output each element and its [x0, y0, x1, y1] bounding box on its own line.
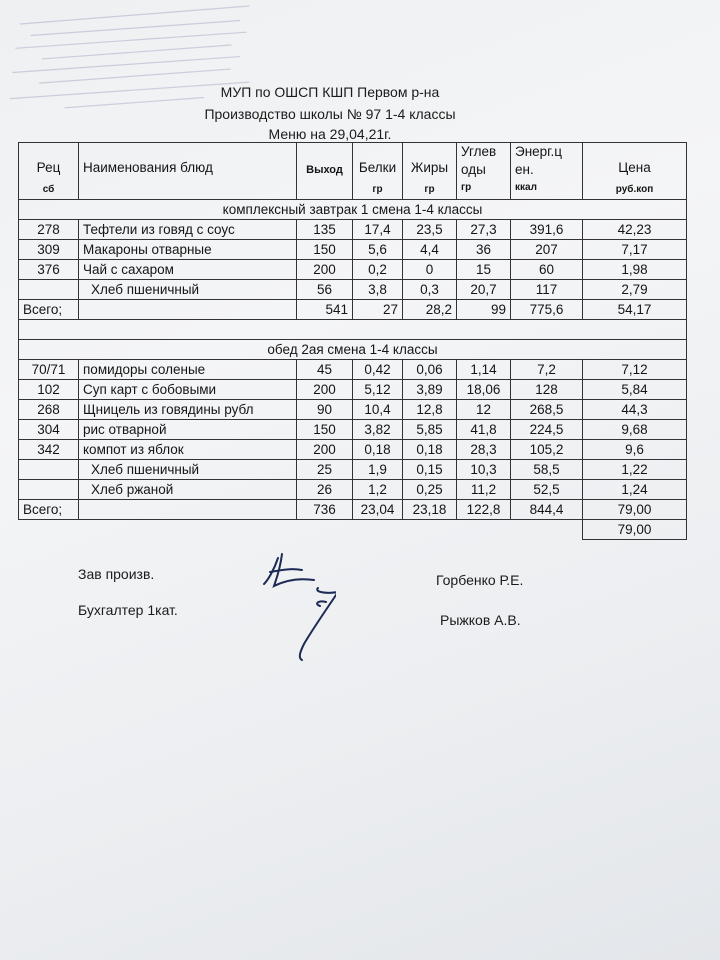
cell-price: 7,17 [583, 240, 687, 260]
cell-yield: 25 [297, 460, 353, 480]
cell-price: 2,79 [583, 280, 687, 300]
cell-yield: 150 [297, 420, 353, 440]
cell-name: рис отварной [79, 420, 297, 440]
table-row [19, 400, 687, 420]
grand-total-row [19, 520, 687, 540]
total-fats: 23,18 [403, 500, 457, 520]
cell-yield: 150 [297, 240, 353, 260]
accountant-name: Рыжков А.В. [440, 612, 521, 628]
header-price: Цена руб.коп [583, 143, 687, 200]
table-row [19, 280, 687, 300]
cell-carb: 41,8 [457, 420, 511, 440]
cell-yield: 200 [297, 260, 353, 280]
cell-prot: 3,8 [353, 280, 403, 300]
cell-price: 1,24 [583, 480, 687, 500]
cell-prot: 1,9 [353, 460, 403, 480]
header-carbs: Углев оды гр [457, 143, 511, 200]
cell-rec: 70/71 [19, 360, 79, 380]
cell-prot: 0,42 [353, 360, 403, 380]
cell-rec: 376 [19, 260, 79, 280]
manager-name: Горбенко Р.Е. [436, 572, 524, 588]
cell-price: 42,23 [583, 220, 687, 240]
total-name-empty [79, 500, 297, 520]
header-yield: Выход [297, 143, 353, 200]
cell-prot: 5,12 [353, 380, 403, 400]
cell-fat: 0,15 [403, 460, 457, 480]
header-fats: Жиры гр [403, 143, 457, 200]
cell-name: Суп карт с бобовыми [79, 380, 297, 400]
header-energy: Энерг.ц ен. ккал [511, 143, 583, 200]
total-fats: 28,2 [403, 300, 457, 320]
cell-carb: 12 [457, 400, 511, 420]
total-proteins: 23,04 [353, 500, 403, 520]
table-row [19, 220, 687, 240]
cell-rec [19, 280, 79, 300]
cell-yield: 200 [297, 380, 353, 400]
accountant-label: Бухгалтер 1кат. [78, 602, 178, 618]
table-row [19, 440, 687, 460]
header-name: Наименования блюд [79, 143, 297, 200]
cell-yield: 45 [297, 360, 353, 380]
cell-prot: 1,2 [353, 480, 403, 500]
production-title: Производство школы № 97 1-4 классы [204, 106, 456, 122]
manager-signature [264, 554, 314, 586]
cell-energy: 52,5 [511, 480, 583, 500]
cell-energy: 207 [511, 240, 583, 260]
cell-energy: 268,5 [511, 400, 583, 420]
cell-name: Тефтели из говяд с соус [79, 220, 297, 240]
cell-price: 9,68 [583, 420, 687, 440]
table-row [19, 240, 687, 260]
cell-name: Хлеб пшеничный [79, 280, 297, 300]
cell-energy: 117 [511, 280, 583, 300]
cell-yield: 56 [297, 280, 353, 300]
cell-price: 9,6 [583, 440, 687, 460]
accountant-signature [300, 588, 336, 660]
cell-energy: 128 [511, 380, 583, 400]
cell-rec: 309 [19, 240, 79, 260]
cell-price: 1,22 [583, 460, 687, 480]
total-label: Всего; [19, 500, 79, 520]
total-yield: 736 [297, 500, 353, 520]
table-row [19, 420, 687, 440]
grand-total-price: 79,00 [583, 520, 687, 540]
total-proteins: 27 [353, 300, 403, 320]
breakfast-total-row [19, 300, 687, 320]
cell-price: 44,3 [583, 400, 687, 420]
cell-fat: 0 [403, 260, 457, 280]
cell-carb: 15 [457, 260, 511, 280]
total-carbs: 122,8 [457, 500, 511, 520]
cell-yield: 135 [297, 220, 353, 240]
cell-carb: 28,3 [457, 440, 511, 460]
breakfast-section-title: комплексный завтрак 1 смена 1-4 классы [19, 200, 687, 220]
cell-energy: 224,5 [511, 420, 583, 440]
table-row [19, 480, 687, 500]
cell-name: компот из яблок [79, 440, 297, 460]
cell-rec: 268 [19, 400, 79, 420]
cell-prot: 5,6 [353, 240, 403, 260]
menu-date: Меню на 29,04,21г. [268, 126, 392, 142]
cell-name: Чай с сахаром [79, 260, 297, 280]
cell-yield: 200 [297, 440, 353, 460]
total-label: Всего; [19, 300, 79, 320]
cell-prot: 0,2 [353, 260, 403, 280]
lunch-rows [19, 360, 687, 500]
total-energy: 775,6 [511, 300, 583, 320]
cell-fat: 4,4 [403, 240, 457, 260]
table-header-row [19, 143, 687, 200]
cell-name: Хлеб ржаной [79, 480, 297, 500]
header-proteins: Белки гр [353, 143, 403, 200]
cell-fat: 0,18 [403, 440, 457, 460]
lunch-section-title: обед 2ая смена 1-4 классы [19, 340, 687, 360]
cell-price: 7,12 [583, 360, 687, 380]
cell-carb: 10,3 [457, 460, 511, 480]
cell-fat: 12,8 [403, 400, 457, 420]
cell-name: помидоры соленые [79, 360, 297, 380]
cell-rec: 278 [19, 220, 79, 240]
cell-fat: 0,3 [403, 280, 457, 300]
cell-carb: 11,2 [457, 480, 511, 500]
cell-fat: 23,5 [403, 220, 457, 240]
cell-fat: 3,89 [403, 380, 457, 400]
cell-fat: 0,25 [403, 480, 457, 500]
total-carbs: 99 [457, 300, 511, 320]
total-energy: 844,4 [511, 500, 583, 520]
cell-prot: 3,82 [353, 420, 403, 440]
org-title: МУП по ОШСП КШП Первом р-на [220, 84, 440, 100]
cell-yield: 90 [297, 400, 353, 420]
spacer-row [19, 320, 687, 340]
handwritten-signatures [256, 540, 336, 680]
cell-energy: 7,2 [511, 360, 583, 380]
cell-carb: 1,14 [457, 360, 511, 380]
cell-fat: 5,85 [403, 420, 457, 440]
breakfast-rows [19, 220, 687, 300]
table-row [19, 380, 687, 400]
header-rec: Рец сб [19, 143, 79, 200]
cell-energy: 60 [511, 260, 583, 280]
cell-carb: 20,7 [457, 280, 511, 300]
cell-prot: 10,4 [353, 400, 403, 420]
cell-rec [19, 460, 79, 480]
total-name-empty [79, 300, 297, 320]
cell-prot: 0,18 [353, 440, 403, 460]
table-row [19, 260, 687, 280]
lunch-section-row [19, 340, 687, 360]
cell-prot: 17,4 [353, 220, 403, 240]
total-price: 79,00 [583, 500, 687, 520]
cell-energy: 58,5 [511, 460, 583, 480]
cell-rec: 342 [19, 440, 79, 460]
cell-name: Хлеб пшеничный [79, 460, 297, 480]
table-row [19, 460, 687, 480]
cell-energy: 391,6 [511, 220, 583, 240]
cell-rec: 102 [19, 380, 79, 400]
cell-fat: 0,06 [403, 360, 457, 380]
total-price: 54,17 [583, 300, 687, 320]
cell-rec: 304 [19, 420, 79, 440]
table-row [19, 360, 687, 380]
lunch-total-row [19, 500, 687, 520]
cell-energy: 105,2 [511, 440, 583, 460]
cell-carb: 27,3 [457, 220, 511, 240]
cell-name: Макароны отварные [79, 240, 297, 260]
cell-carb: 36 [457, 240, 511, 260]
cell-yield: 26 [297, 480, 353, 500]
manager-label: Зав произв. [78, 566, 155, 582]
cell-carb: 18,06 [457, 380, 511, 400]
menu-table [18, 142, 687, 540]
breakfast-section-row [19, 200, 687, 220]
cell-price: 5,84 [583, 380, 687, 400]
total-yield: 541 [297, 300, 353, 320]
cell-rec [19, 480, 79, 500]
cell-price: 1,98 [583, 260, 687, 280]
cell-name: Щницель из говядины рубл [79, 400, 297, 420]
